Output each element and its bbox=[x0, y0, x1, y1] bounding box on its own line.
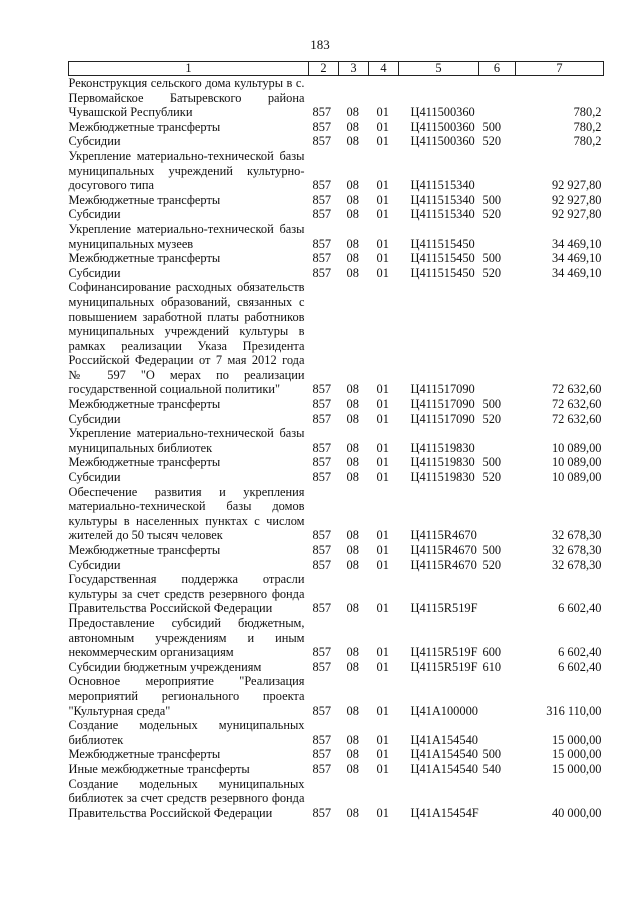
row-section-code: 08 bbox=[346, 397, 359, 412]
column-header-2: 2 bbox=[309, 62, 339, 76]
row-expense-type bbox=[479, 572, 516, 616]
table-row bbox=[69, 762, 604, 777]
row-subsection-code: 01 bbox=[376, 601, 389, 616]
row-ministry-code: 857 bbox=[312, 382, 332, 397]
row-expense-type: 500 bbox=[482, 251, 502, 266]
row-target-article: Ц41A100000 bbox=[410, 703, 478, 718]
row-target-article: Ц411515450 bbox=[410, 265, 475, 280]
row-description: Создание модельных муниципальных библиотек bbox=[68, 718, 305, 747]
table-row bbox=[69, 149, 604, 193]
row-ministry-code: 857 bbox=[312, 557, 332, 572]
row-ministry-code: 857 bbox=[312, 703, 332, 718]
row-amount: 92 927,80 bbox=[551, 192, 602, 207]
row-expense-type bbox=[479, 426, 516, 455]
row-ministry-code: 857 bbox=[312, 119, 332, 134]
row-subsection-code: 01 bbox=[376, 761, 389, 776]
row-ministry-code: 857 bbox=[312, 805, 332, 820]
row-ministry-code: 857 bbox=[312, 178, 332, 193]
row-subsection-code: 01 bbox=[376, 207, 389, 222]
row-subsection-code: 01 bbox=[376, 411, 389, 426]
row-target-article: Ц4115R4670 bbox=[410, 557, 477, 572]
row-amount: 34 469,10 bbox=[551, 265, 602, 280]
table-row bbox=[69, 777, 604, 821]
row-expense-type: 500 bbox=[482, 747, 502, 762]
row-amount: 6 602,40 bbox=[558, 659, 602, 674]
row-section-code: 08 bbox=[346, 119, 359, 134]
table-row bbox=[69, 397, 604, 412]
row-description: Реконструкция сельского дома культуры в с. Первомайское Батыревского района Чувашской Республики bbox=[68, 76, 305, 120]
row-ministry-code: 857 bbox=[312, 440, 332, 455]
row-description: Предоставление субсидий бюджетным, автономным учреждениям и иным некоммерческим организациям bbox=[68, 615, 305, 660]
row-section-code: 08 bbox=[346, 411, 359, 426]
table-row bbox=[69, 616, 604, 660]
column-header-5: 5 bbox=[399, 62, 479, 76]
row-target-article: Ц4115R4670 bbox=[410, 528, 477, 543]
row-subsection-code: 01 bbox=[376, 105, 389, 120]
column-header-6: 6 bbox=[479, 62, 516, 76]
page-number: 183 bbox=[310, 37, 330, 52]
table-body bbox=[69, 76, 604, 821]
row-target-article: Ц411500360 bbox=[410, 134, 475, 149]
table-row bbox=[69, 572, 604, 616]
column-header-4: 4 bbox=[369, 62, 399, 76]
row-expense-type bbox=[479, 674, 516, 718]
table-row bbox=[69, 747, 604, 762]
row-subsection-code: 01 bbox=[376, 732, 389, 747]
row-section-code: 08 bbox=[346, 134, 359, 149]
row-amount: 32 678,30 bbox=[551, 528, 602, 543]
row-expense-type: 610 bbox=[482, 659, 502, 674]
row-subsection-code: 01 bbox=[376, 747, 389, 762]
row-description: Укрепление материально-технической базы муниципальных библиотек bbox=[68, 426, 305, 455]
row-expense-type: 520 bbox=[482, 134, 502, 149]
row-target-article: Ц41A154540 bbox=[410, 747, 478, 762]
row-section-code: 08 bbox=[346, 251, 359, 266]
row-target-article: Ц4115R4670 bbox=[410, 543, 477, 557]
row-ministry-code: 857 bbox=[312, 470, 332, 485]
row-subsection-code: 01 bbox=[376, 703, 389, 718]
row-ministry-code: 857 bbox=[312, 747, 332, 762]
row-target-article: Ц411515340 bbox=[410, 178, 475, 193]
row-subsection-code: 01 bbox=[376, 440, 389, 455]
row-description: Субсидии bbox=[68, 207, 121, 222]
row-ministry-code: 857 bbox=[312, 659, 332, 674]
row-amount: 15 000,00 bbox=[551, 761, 602, 776]
row-target-article: Ц4115R519F bbox=[410, 601, 478, 616]
row-subsection-code: 01 bbox=[376, 192, 389, 207]
row-ministry-code: 857 bbox=[312, 397, 332, 412]
row-section-code: 08 bbox=[346, 192, 359, 207]
row-target-article: Ц411500360 bbox=[410, 105, 475, 120]
row-amount: 780,2 bbox=[573, 134, 602, 149]
table-header bbox=[69, 62, 604, 76]
header-row bbox=[69, 62, 604, 76]
column-header-7: 7 bbox=[516, 62, 604, 76]
row-description: Субсидии бюджетным учреждениям bbox=[68, 659, 262, 674]
row-target-article: Ц411519830 bbox=[410, 470, 475, 485]
row-expense-type: 500 bbox=[482, 455, 502, 470]
row-amount: 34 469,10 bbox=[551, 251, 602, 266]
row-ministry-code: 857 bbox=[312, 543, 332, 557]
row-amount: 92 927,80 bbox=[551, 207, 602, 222]
row-expense-type: 540 bbox=[482, 761, 502, 776]
row-ministry-code: 857 bbox=[312, 192, 332, 207]
table-row bbox=[69, 76, 604, 120]
row-target-article: Ц41A154540 bbox=[410, 761, 478, 776]
row-description: Государственная поддержка отрасли культуры за счет средств резервного фонда Правительства Российской Федерации bbox=[68, 572, 305, 616]
row-amount: 15 000,00 bbox=[551, 747, 602, 762]
row-amount: 34 469,10 bbox=[551, 236, 602, 251]
row-description: Укрепление материально-технической базы муниципальных музеев bbox=[68, 221, 305, 251]
row-subsection-code: 01 bbox=[376, 134, 389, 149]
table-row bbox=[69, 280, 604, 397]
table-row bbox=[69, 426, 604, 455]
row-target-article: Ц411515340 bbox=[410, 207, 475, 222]
row-section-code: 08 bbox=[346, 440, 359, 455]
row-subsection-code: 01 bbox=[376, 557, 389, 572]
row-amount: 316 110,00 bbox=[546, 703, 602, 718]
table-row bbox=[69, 543, 604, 558]
row-expense-type: 520 bbox=[482, 265, 502, 280]
row-description: Обеспечение развития и укрепления материально-технической базы домов культуры в населенных пунктах с числом жителей до 50 тысяч человек bbox=[68, 484, 305, 543]
row-section-code: 08 bbox=[346, 105, 359, 120]
row-description: Субсидии bbox=[68, 411, 121, 426]
row-description: Межбюджетные трансферты bbox=[68, 397, 221, 412]
row-expense-type: 520 bbox=[482, 207, 502, 222]
table-row bbox=[69, 485, 604, 543]
row-amount: 72 632,60 bbox=[551, 411, 602, 426]
row-section-code: 08 bbox=[346, 703, 359, 718]
row-ministry-code: 857 bbox=[312, 732, 332, 747]
row-amount: 72 632,60 bbox=[551, 382, 602, 397]
row-expense-type bbox=[479, 777, 516, 821]
row-amount: 40 000,00 bbox=[551, 805, 602, 820]
row-ministry-code: 857 bbox=[312, 207, 332, 222]
row-subsection-code: 01 bbox=[376, 805, 389, 820]
column-header-1: 1 bbox=[69, 62, 309, 76]
row-expense-type: 520 bbox=[482, 557, 502, 572]
row-target-article: Ц4115R519F bbox=[410, 645, 478, 660]
row-description: Субсидии bbox=[68, 134, 121, 149]
row-section-code: 08 bbox=[346, 455, 359, 470]
row-section-code: 08 bbox=[346, 747, 359, 762]
row-expense-type bbox=[479, 76, 516, 120]
row-section-code: 08 bbox=[346, 528, 359, 543]
row-target-article: Ц411519830 bbox=[410, 455, 475, 470]
row-expense-type: 500 bbox=[482, 397, 502, 412]
row-subsection-code: 01 bbox=[376, 455, 389, 470]
row-description: Межбюджетные трансферты bbox=[68, 543, 221, 557]
row-amount: 72 632,60 bbox=[551, 397, 602, 412]
row-ministry-code: 857 bbox=[312, 411, 332, 426]
row-description: Основное мероприятие "Реализация мероприятий регионального проекта "Культурная среда" bbox=[68, 674, 305, 718]
row-expense-type bbox=[479, 280, 516, 397]
row-section-code: 08 bbox=[346, 601, 359, 616]
row-description: Субсидии bbox=[68, 557, 121, 572]
row-section-code: 08 bbox=[346, 557, 359, 572]
row-amount: 10 089,00 bbox=[551, 440, 602, 455]
row-subsection-code: 01 bbox=[376, 236, 389, 251]
row-amount: 15 000,00 bbox=[551, 732, 602, 747]
row-section-code: 08 bbox=[346, 805, 359, 820]
row-target-article: Ц411517090 bbox=[410, 411, 475, 426]
row-expense-type bbox=[479, 222, 516, 251]
row-description: Межбюджетные трансферты bbox=[68, 192, 221, 207]
table-row bbox=[69, 120, 604, 135]
row-subsection-code: 01 bbox=[376, 645, 389, 660]
row-subsection-code: 01 bbox=[376, 543, 389, 557]
row-target-article: Ц4115R519F bbox=[410, 659, 478, 674]
row-ministry-code: 857 bbox=[312, 761, 332, 776]
row-section-code: 08 bbox=[346, 761, 359, 776]
row-amount: 32 678,30 bbox=[551, 557, 602, 572]
row-ministry-code: 857 bbox=[312, 105, 332, 120]
row-description: Создание модельных муниципальных библиотек за счет средств резервного фонда Правительства Российской Федерации bbox=[68, 776, 305, 820]
row-description: Софинансирование расходных обязательств муниципальных образований, связанных с повышением заработной платы работников муниципальных учреждений культуры в рамках реализации Указа Президента Российской Федерации от 7 мая 2012 года № 597 "О мерах по реализации государственной социальной политики" bbox=[68, 280, 305, 397]
row-expense-type: 520 bbox=[482, 411, 502, 426]
table-row bbox=[69, 674, 604, 718]
row-description: Межбюджетные трансферты bbox=[68, 251, 221, 266]
row-section-code: 08 bbox=[346, 236, 359, 251]
row-ministry-code: 857 bbox=[312, 236, 332, 251]
row-amount: 780,2 bbox=[573, 119, 602, 134]
row-description: Укрепление материально-технической базы муниципальных учреждений культурно-досугового типа bbox=[68, 148, 305, 193]
row-description: Межбюджетные трансферты bbox=[68, 747, 221, 762]
table-row bbox=[69, 134, 604, 149]
row-section-code: 08 bbox=[346, 178, 359, 193]
row-section-code: 08 bbox=[346, 645, 359, 660]
row-target-article: Ц411500360 bbox=[410, 119, 475, 134]
row-target-article: Ц411515450 bbox=[410, 251, 475, 266]
row-subsection-code: 01 bbox=[376, 528, 389, 543]
row-target-article: Ц41A15454F bbox=[410, 805, 479, 820]
row-section-code: 08 bbox=[346, 382, 359, 397]
row-amount: 6 602,40 bbox=[558, 601, 602, 616]
table-row bbox=[69, 193, 604, 208]
row-expense-type: 500 bbox=[482, 119, 502, 134]
row-target-article: Ц411519830 bbox=[410, 440, 475, 455]
table-row bbox=[69, 207, 604, 222]
row-amount: 10 089,00 bbox=[551, 470, 602, 485]
row-amount: 780,2 bbox=[573, 105, 602, 120]
row-target-article: Ц411517090 bbox=[410, 382, 475, 397]
row-section-code: 08 bbox=[346, 470, 359, 485]
row-target-article: Ц41A154540 bbox=[410, 732, 478, 747]
row-section-code: 08 bbox=[346, 543, 359, 557]
column-header-3: 3 bbox=[339, 62, 369, 76]
table-row bbox=[69, 222, 604, 251]
table-row bbox=[69, 455, 604, 470]
row-expense-type: 500 bbox=[482, 192, 502, 207]
row-section-code: 08 bbox=[346, 732, 359, 747]
row-expense-type bbox=[479, 149, 516, 193]
table-row bbox=[69, 470, 604, 485]
row-ministry-code: 857 bbox=[312, 134, 332, 149]
row-ministry-code: 857 bbox=[312, 251, 332, 266]
row-section-code: 08 bbox=[346, 207, 359, 222]
row-ministry-code: 857 bbox=[312, 645, 332, 660]
table-row bbox=[69, 266, 604, 281]
row-description: Субсидии bbox=[68, 470, 121, 485]
table-row bbox=[69, 660, 604, 675]
row-subsection-code: 01 bbox=[376, 382, 389, 397]
row-expense-type: 520 bbox=[482, 470, 502, 485]
table-row bbox=[69, 251, 604, 266]
row-expense-type: 500 bbox=[482, 543, 502, 557]
row-subsection-code: 01 bbox=[376, 470, 389, 485]
row-amount: 92 927,80 bbox=[551, 178, 602, 193]
row-amount: 32 678,30 bbox=[551, 543, 602, 557]
row-subsection-code: 01 bbox=[376, 178, 389, 193]
row-section-code: 08 bbox=[346, 265, 359, 280]
row-target-article: Ц411515450 bbox=[410, 236, 475, 251]
row-target-article: Ц411515340 bbox=[410, 192, 475, 207]
row-expense-type bbox=[479, 718, 516, 747]
row-description: Межбюджетные трансферты bbox=[68, 455, 221, 470]
row-subsection-code: 01 bbox=[376, 397, 389, 412]
row-expense-type bbox=[479, 485, 516, 543]
row-amount: 6 602,40 bbox=[558, 645, 602, 660]
row-ministry-code: 857 bbox=[312, 265, 332, 280]
row-subsection-code: 01 bbox=[376, 265, 389, 280]
row-description: Субсидии bbox=[68, 265, 121, 280]
row-subsection-code: 01 bbox=[376, 119, 389, 134]
row-ministry-code: 857 bbox=[312, 455, 332, 470]
row-expense-type: 600 bbox=[482, 645, 502, 660]
table-row bbox=[69, 718, 604, 747]
row-ministry-code: 857 bbox=[312, 601, 332, 616]
table-row bbox=[69, 558, 604, 573]
row-ministry-code: 857 bbox=[312, 528, 332, 543]
table-row bbox=[69, 412, 604, 427]
row-amount: 10 089,00 bbox=[551, 455, 602, 470]
row-description: Иные межбюджетные трансферты bbox=[68, 761, 250, 776]
row-description: Межбюджетные трансферты bbox=[68, 119, 221, 134]
row-subsection-code: 01 bbox=[376, 251, 389, 266]
row-section-code: 08 bbox=[346, 659, 359, 674]
budget-table bbox=[68, 61, 604, 820]
row-target-article: Ц411517090 bbox=[410, 397, 475, 412]
row-subsection-code: 01 bbox=[376, 659, 389, 674]
